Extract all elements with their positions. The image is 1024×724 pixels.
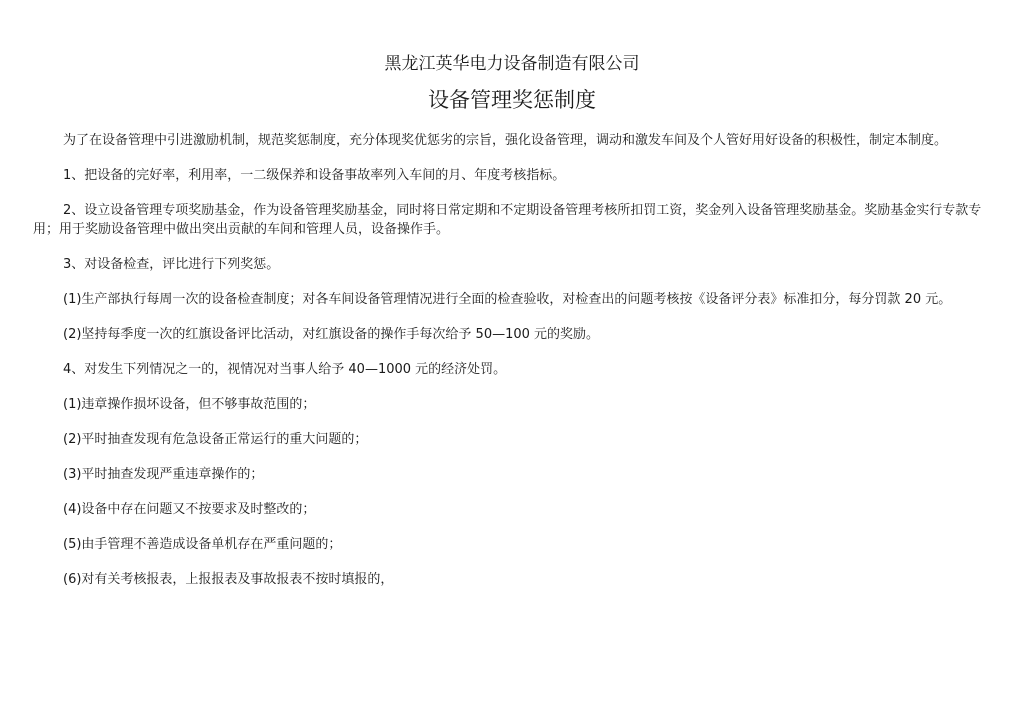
clause-4-item-2: (2)平时抽查发现有危急设备正常运行的重大问题的； xyxy=(63,432,368,447)
document-title: 设备管理奖惩制度 xyxy=(428,88,596,112)
clause-1: 1、把设备的完好率，利用率，一二级保养和设备事故率列入车间的月、年度考核指标。 xyxy=(63,168,566,183)
document-body xyxy=(33,131,993,605)
clause-2: 2、设立设备管理专项奖励基金，作为设备管理奖励基金，同时将日常定期和不定期设备管理考核所扣罚工资，奖金列入设备管理奖励基金。奖励基金实行专款专用；用于奖励设备管理中做出突出贡献的车间和管理人员，设备操作手。 xyxy=(33,203,982,237)
clause-4-item-1: (1)违章操作损坏设备，但不够事故范围的； xyxy=(63,397,316,412)
clause-4-item-5: (5)由手管理不善造成设备单机存在严重问题的； xyxy=(63,537,342,552)
clause-4-item-3: (3)平时抽查发现严重违章操作的； xyxy=(63,467,264,482)
intro-paragraph: 为了在设备管理中引进激励机制，规范奖惩制度，充分体现奖优惩劣的宗旨，强化设备管理，调动和激发车间及个人管好用好设备的积极性，制定本制度。 xyxy=(63,133,948,148)
company-name: 黑龙江英华电力设备制造有限公司 xyxy=(384,54,640,74)
clause-4-item-4: (4)设备中存在问题又不按要求及时整改的； xyxy=(63,502,316,517)
clause-3: 3、对设备检查，评比进行下列奖惩。 xyxy=(63,257,280,272)
clause-3-item-1: (1)生产部执行每周一次的设备检查制度；对各车间设备管理情况进行全面的检查验收，对检查出的问题考核按《设备评分表》标准扣分，每分罚款 20 元。 xyxy=(63,292,952,307)
clause-3-item-2: (2)坚持每季度一次的红旗设备评比活动，对红旗设备的操作手每次给予 50—100 元的奖励。 xyxy=(63,327,600,342)
clause-4: 4、对发生下列情况之一的，视情况对当事人给予 40—1000 元的经济处罚。 xyxy=(63,362,507,377)
clause-4-item-6: (6)对有关考核报表，上报报表及事故报表不按时填报的， xyxy=(63,572,394,587)
